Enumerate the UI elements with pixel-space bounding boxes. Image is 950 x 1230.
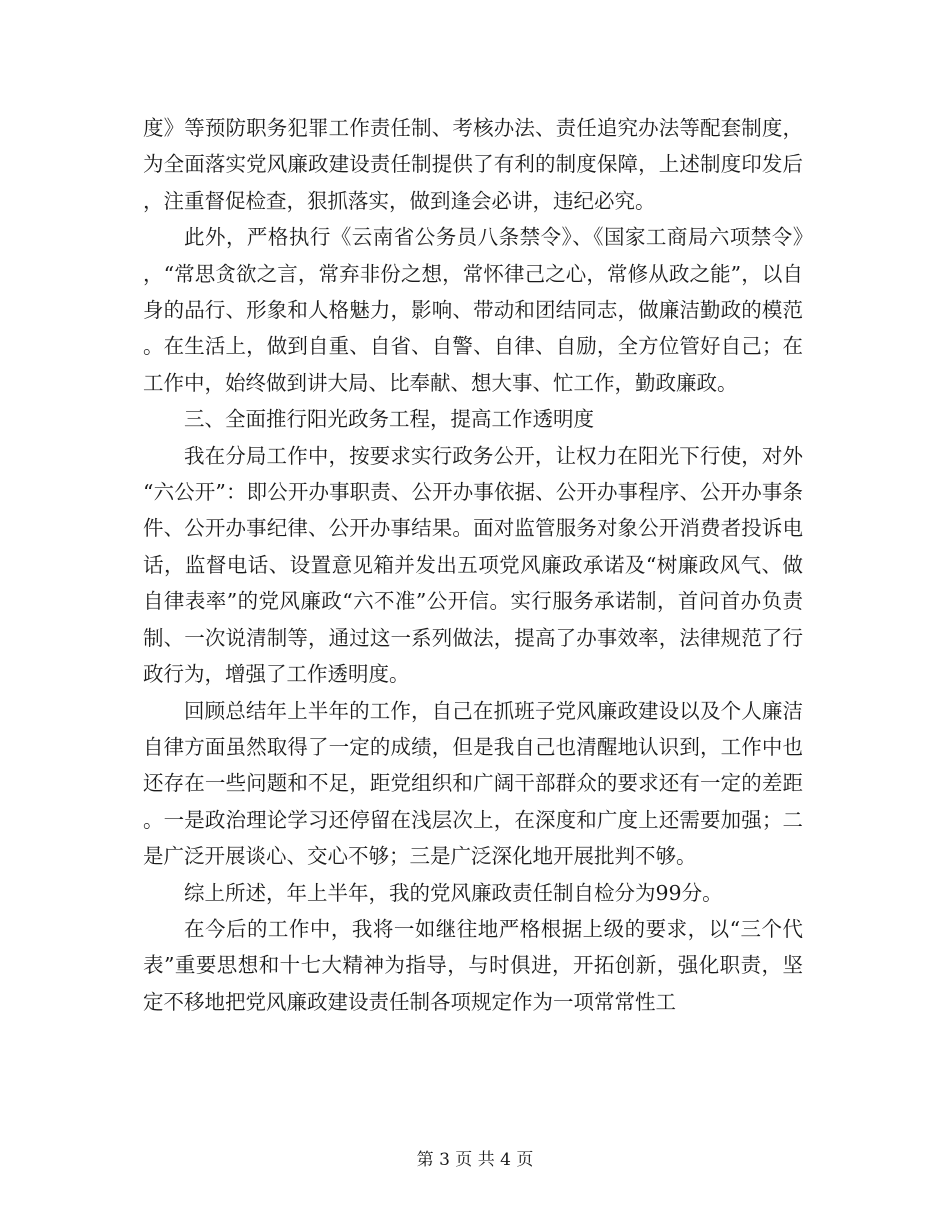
document-body xyxy=(143,110,803,1020)
page-number-footer: 第 3 页 共 4 页 xyxy=(416,1150,534,1170)
paragraph-2: 此外，严格执行《云南省公务员八条禁令》、《国家工商局六项禁令》，“常思贪欲之言，常弃非份之想，常怀律己之心，常修从政之能”，以自身的品行、形象和人格魅力，影响、带动和团结同志，做廉洁勤政的模范。在生活上，做到自重、自省、自警、自律、自励，全方位管好自己；在工作中，始终做到讲大局、比奉献、想大事、忙工作，勤政廉政。 xyxy=(143,225,803,395)
paragraph-1: 度》等预防职务犯罪工作责任制、考核办法、责任追究办法等配套制度，为全面落实党风廉政建设责任制提供了有利的制度保障，上述制度印发后，注重督促检查，狠抓落实，做到逢会必讲，违纪必究。 xyxy=(143,116,803,213)
section-heading: 三、全面推行阳光政务工程，提高工作透明度 xyxy=(184,407,594,432)
paragraph-4: 回顾总结年上半年的工作，自己在抓班子党风廉政建设以及个人廉洁自律方面虽然取得了一定的成绩，但是我自己也清醒地认识到，工作中也还存在一些问题和不足，距党组织和广阔干部群众的要求还有一定的差距。一是政治理论学习还停留在浅层次上，在深度和广度上还需要加强；二是广泛开展谈心、交心不够；三是广泛深化地开展批判不够。 xyxy=(143,698,803,869)
paragraph-5: 综上所述，年上半年，我的党风廉政责任制自检分为99分。 xyxy=(184,880,723,905)
paragraph-6: 在今后的工作中，我将一如继往地严格根据上级的要求，以“三个代表”重要思想和十七大精神为指导，与时俱进，开拓创新，强化职责，坚定不移地把党风廉政建设责任制各项规定作为一项常常性工 xyxy=(143,916,803,1014)
paragraph-3: 我在分局工作中，按要求实行政务公开，让权力在阳光下行使，对外“六公开”：即公开办事职责、公开办事依据、公开办事程序、公开办事条件、公开办事纪律、公开办事结果。面对监管服务对象公开消费者投诉电话，监督电话、设置意见箱并发出五项党风廉政承诺及“树廉政风气、做自律表率”的党风廉政“六不准”公开信。实行服务承诺制，首问首办负责制、一次说清制等，通过这一系列做法，提高了办事效率，法律规范了行政行为，增强了工作透明度。 xyxy=(143,443,803,687)
